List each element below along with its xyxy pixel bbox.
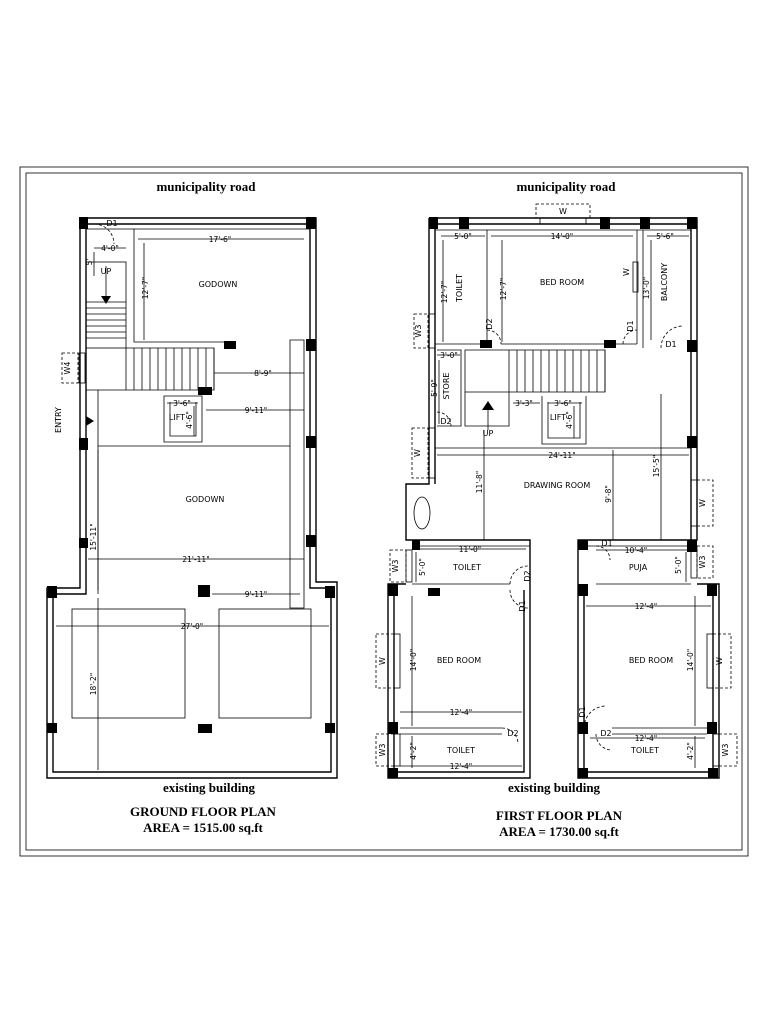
gf-dim-godown-w: 17'-6"	[208, 235, 232, 244]
ff-bed-top-label: BED ROOM	[539, 278, 585, 287]
ff-dim-tbr-w: 12'-4"	[634, 734, 658, 743]
gf-up-label: UP	[100, 267, 112, 276]
gf-dim-godown-h: 12'-7"	[141, 276, 150, 300]
ff-d2-tbl-label: D2	[507, 729, 519, 738]
ff-dim-bal-h: 13'-0"	[642, 276, 651, 300]
gf-dim-full-w: 27'-0"	[180, 622, 204, 631]
gf-d1-label: D1	[106, 219, 118, 228]
ff-dim-puja-w: 10'-4"	[624, 546, 648, 555]
ff-bed-window-label: W	[622, 268, 631, 276]
ff-dim-puja-h: 5'-0"	[674, 556, 683, 574]
gf-godown-top-label: GODOWN	[198, 280, 238, 289]
gf-dim-a: 8'-9"	[254, 369, 272, 378]
ff-drawing-label: DRAWING ROOM	[523, 481, 591, 490]
gf-bottom-label: existing building	[162, 780, 256, 795]
ff-dim-tbr-h: 4'-2"	[686, 742, 695, 760]
ff-dim-bed-w: 14'-0"	[550, 232, 574, 241]
ff-dim-store-h: 5'-9"	[430, 379, 439, 397]
gf-area: AREA = 1515.00 sq.ft	[143, 820, 263, 835]
ff-d1-bed-label: D1	[626, 320, 635, 332]
gf-title: GROUND FLOOR PLAN	[130, 804, 276, 819]
gf-road-label: municipality road	[156, 179, 256, 194]
gf-lift-label: LIFT	[168, 413, 186, 422]
ff-d1-bedl-label: D1	[518, 600, 527, 612]
ff-d2-top-label: D2	[485, 318, 494, 330]
ff-store-label: STORE	[442, 372, 451, 400]
gf-godown-main-label: GODOWN	[185, 495, 225, 504]
ff-d1-bal-label: D1	[665, 340, 677, 349]
gf-w4-label: W4	[63, 361, 72, 375]
gf-entry-label: ENTRY	[54, 407, 63, 433]
gf-dim-b: 9'-11"	[244, 406, 268, 415]
ff-toilet-top-label: TOILET	[455, 274, 464, 302]
gf-dim-full-h: 18'-2"	[89, 672, 98, 696]
ff-dim-t-w: 5'-0"	[454, 232, 472, 241]
first-floor-plan	[376, 179, 737, 839]
ff-road-label: municipality road	[516, 179, 616, 194]
ff-w-bedl-label: W	[378, 657, 387, 665]
gf-dim-c: 9'-11"	[244, 590, 268, 599]
ff-dim-bed-h: 12'-7"	[499, 277, 508, 301]
ff-w-left-label: W	[413, 449, 422, 457]
ff-top-window-label: W	[559, 207, 567, 216]
ff-d2-store-label: D2	[440, 417, 452, 426]
ff-toilet-l-label: TOILET	[453, 563, 481, 572]
ff-dim-d-h2: 9'-8"	[604, 485, 613, 503]
ff-dim-bl-w: 12'-4"	[449, 708, 473, 717]
gf-dim-stair-h: 5'	[85, 258, 94, 266]
ff-w3-br-label: W3	[721, 743, 730, 757]
ff-w3-puja-label: W3	[698, 555, 707, 569]
ff-dim-s1: 3'-3"	[515, 399, 533, 408]
gf-dim-lift-h: 4'-6"	[185, 411, 194, 429]
ff-dim-tl-h: 5'-0"	[418, 558, 427, 576]
ff-title: FIRST FLOOR PLAN	[495, 808, 623, 823]
ff-balcony-label: BALCONY	[660, 262, 669, 302]
ff-dim-t-h: 12'-7"	[440, 280, 449, 304]
ff-dim-br-w: 12'-4"	[634, 602, 658, 611]
ff-bed-l-label: BED ROOM	[436, 656, 482, 665]
ff-up-label: UP	[482, 429, 494, 438]
ff-dim-tbl-w: 12'-4"	[449, 762, 473, 771]
gf-dim-main-h: 15'-11"	[89, 523, 98, 551]
ff-dim-store-w: 3'-0"	[440, 351, 458, 360]
ff-dim-tb-h: 4'-2"	[409, 742, 418, 760]
ff-dim-bal-w: 5'-6"	[656, 232, 674, 241]
ff-lift-label: LIFT	[549, 413, 567, 422]
ff-dim-br-h: 14'-0"	[686, 648, 695, 672]
gf-dim-lift-w: 3'-6"	[173, 399, 191, 408]
ff-w3-top-label: W3	[414, 324, 423, 338]
ff-d2-toilet-label: D2	[523, 570, 532, 582]
ff-toilet-bl-label: TOILET	[447, 746, 475, 755]
ff-dim-tl-w: 11'-0"	[458, 545, 482, 554]
ff-dim-bl-h: 14'-0"	[409, 648, 418, 672]
ff-puja-label: PUJA	[628, 563, 648, 572]
ff-area: AREA = 1730.00 sq.ft	[499, 824, 619, 839]
gf-dim-main-w: 21'-11"	[182, 555, 210, 564]
ground-floor-plan	[47, 179, 337, 835]
ff-dim-d-h3: 15'-5"	[652, 454, 661, 478]
ff-w3-tl-label: W3	[391, 559, 400, 573]
ff-dim-lift-h: 4'-6"	[565, 411, 574, 429]
ff-d2-tbr-label: D2	[600, 729, 612, 738]
gf-dim-stair-w: 4'-0"	[101, 244, 119, 253]
ff-bottom-label: existing building	[507, 780, 601, 795]
ff-dim-draw-w: 24'-11"	[548, 451, 576, 460]
ff-dim-lift-w: 3'-6"	[554, 399, 572, 408]
ff-d1-bedr-label: D1	[578, 706, 587, 718]
ff-dim-d-h1: 11'-8"	[475, 470, 484, 494]
ff-toilet-br-label: TOILET	[631, 746, 659, 755]
ff-w3-bl-label: W3	[378, 743, 387, 757]
ff-w-right-label: W	[698, 499, 707, 507]
ff-d1-puja-label: D1	[601, 539, 613, 548]
ff-w-bedr-label: W	[715, 657, 724, 665]
ff-bed-r-label: BED ROOM	[628, 656, 674, 665]
